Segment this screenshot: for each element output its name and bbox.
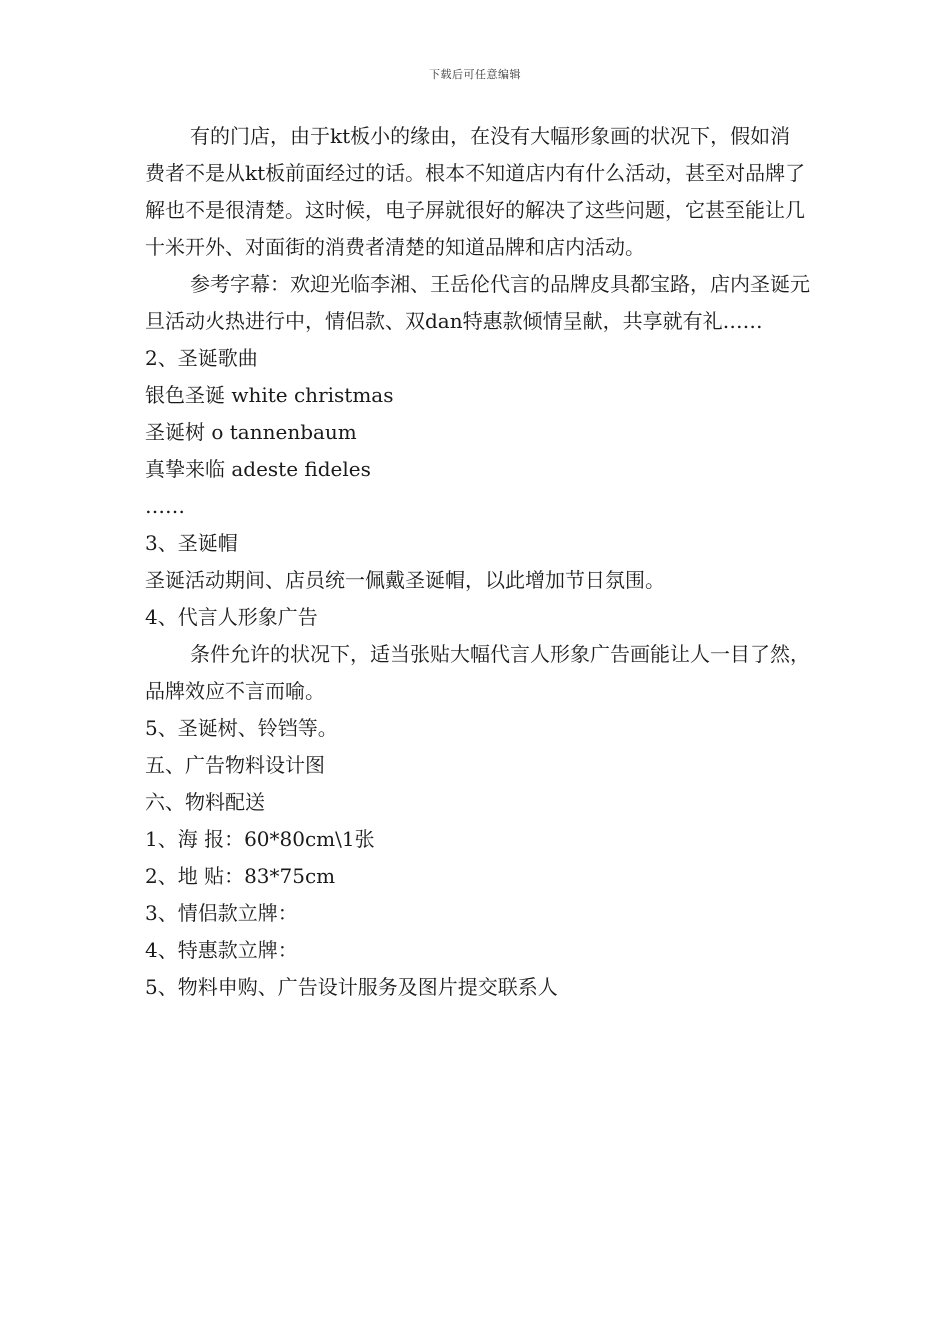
material-item: 4、特惠款立牌： [145, 938, 298, 962]
paragraph-spokesperson-ad: 条件允许的状况下，适当张贴大幅代言人形象广告画能让人一目了然，品牌效应不言而喻。 [145, 642, 810, 703]
heading-christmas-songs: 2、圣诞歌曲 [145, 346, 258, 370]
material-item: 5、物料申购、广告设计服务及图片提交联系人 [145, 975, 558, 999]
document-body [145, 118, 810, 1006]
page-header: 下载后可任意编辑 [429, 68, 521, 81]
material-item: 2、地 贴：83*75cm [145, 864, 336, 888]
song-item: 银色圣诞 white christmas [145, 383, 394, 407]
heading-ad-design: 五、广告物料设计图 [145, 753, 325, 777]
material-item: 3、情侣款立牌： [145, 901, 298, 925]
paragraph-christmas-hat: 圣诞活动期间、店员统一佩戴圣诞帽，以此增加节日氛围。 [145, 568, 665, 592]
heading-spokesperson-ad: 4、代言人形象广告 [145, 605, 318, 629]
paragraph-led-screen: 有的门店，由于kt板小的缘由，在没有大幅形象画的状况下，假如消费者不是从kt板前面经过的话。根本不知道店内有什么活动，甚至对品牌了解也不是很清楚。这时候，电子屏就很好的解决了这些问题，它甚至能让几十米开外、对面街的消费者清楚的知道品牌和店内活动。 [145, 124, 806, 259]
heading-christmas-tree: 5、圣诞树、铃铛等。 [145, 716, 338, 740]
song-item: 圣诞树 o tannenbaum [145, 420, 357, 444]
song-item: 真挚来临 adeste fideles [145, 457, 371, 481]
ellipsis-line: …… [145, 494, 185, 518]
material-item: 1、海 报：60*80cm\1张 [145, 827, 375, 851]
paragraph-reference-caption: 参考字幕：欢迎光临李湘、王岳伦代言的品牌皮具都宝路，店内圣诞元旦活动火热进行中，情侣款、双dan特惠款倾情呈献，共享就有礼…… [145, 272, 810, 333]
heading-christmas-hat: 3、圣诞帽 [145, 531, 238, 555]
heading-material-delivery: 六、物料配送 [145, 790, 265, 814]
